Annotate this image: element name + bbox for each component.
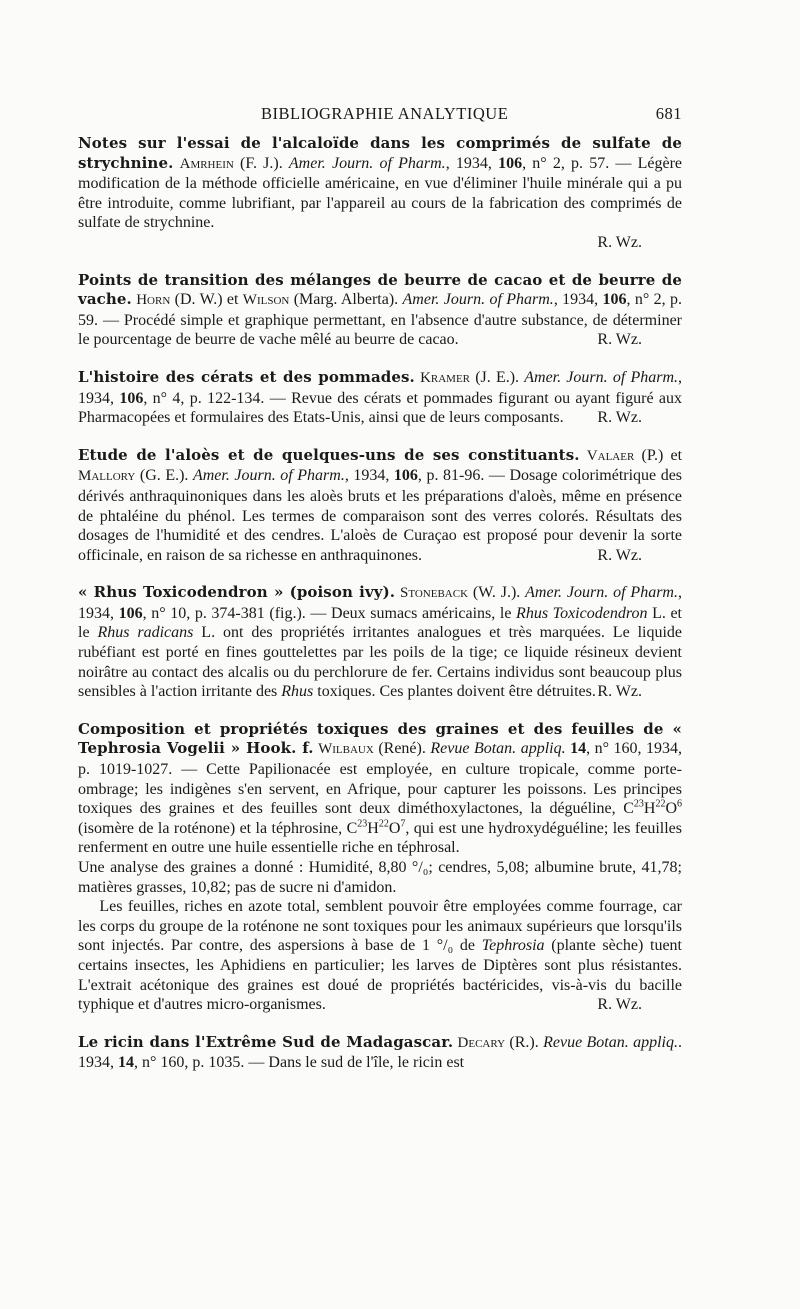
entry-author: Decary bbox=[457, 1034, 506, 1051]
entry-title: Le ricin dans l'Extrême Sud de Madagascar. bbox=[78, 1032, 454, 1051]
species-name: Rhus Toxicodendron bbox=[516, 604, 648, 622]
entry-signature: R. Wz. bbox=[597, 546, 642, 564]
entry-aloes: Etude de l'aloès et de quelques-uns de ses constituants. Valaer (P.) et Mallory (G. E.). Amer. Journ. of Pharm., 1934, 106, p. 81-96. — Dosage colorimétrique des dérivés anthraquinoniques dans les aloès bruts et les préparations d'aloès, même en présence de phtaléine du phénol. Les termes de comparaison sont des verres colorés. Résultats des dosages de l'humidité et des cendres. L'aloès de Curaçao est proposé pour devenir la sorte officinale, en raison de sa richesse en anthraquinones. R. Wz. bbox=[78, 445, 683, 564]
running-header bbox=[78, 104, 682, 126]
header-title: BIBLIOGRAPHIE ANALYTIQUE bbox=[261, 104, 509, 123]
entry-title: Composition et propriétés toxiques des graines et des feuilles de « Tephrosia Vogelii » Hook. f. bbox=[78, 719, 682, 758]
entry-journal: Amer. Journ. of Pharm. bbox=[402, 291, 554, 309]
entry-volume: 106 bbox=[498, 154, 523, 172]
species-name: Rhus radicans bbox=[97, 624, 194, 642]
entry-author: Mallory bbox=[78, 468, 136, 485]
entry-journal: Revue Botan. appliq. bbox=[543, 1033, 678, 1051]
entry-journal: Amer. Journ. of Pharm. bbox=[192, 467, 345, 485]
entry-journal: Amer. Journ. of Pharm. bbox=[524, 368, 679, 386]
entry-signature: R. Wz. bbox=[597, 409, 642, 427]
entry-author: Horn bbox=[136, 292, 171, 309]
entry-paragraph: Une analyse des graines a donné : Humidité, 8,80 °/₀; cendres, 5,08; albumine brute, 41,78; matières grasses, 10,82; pas de sucre ni d'amidon. bbox=[78, 859, 682, 896]
article-body bbox=[78, 134, 682, 1091]
entry-text: Légère modification de la méthode officielle américaine, en vue d'éliminer l'huile minérale qui a pu être introduite, comme lubrifiant, par l'appareil au cours de la fabrication des comprimés de sulfate de strychnine. bbox=[78, 154, 682, 232]
entry-title: « Rhus Toxicodendron » (poison ivy). bbox=[78, 583, 396, 602]
entry-volume: 14 bbox=[118, 1054, 134, 1072]
entry-signature: R. Wz. bbox=[597, 683, 642, 701]
entry-cacao: Points de transition des mélanges de beurre de cacao et de beurre de vache. Horn (D. W.) et Wilson (Marg. Alberta). Amer. Journ. of Pharm., 1934, 106, n° 2, p. 59. — Procédé simple et graphique permettant, en l'absence d'autre substance, de déterminer le pourcentage de beurre de vache mêlé au beurre de cacao. R. Wz. bbox=[78, 270, 682, 349]
entry-journal: Revue Botan. appliq. bbox=[430, 740, 566, 758]
entry-title: L'histoire des cérats et des pommades. bbox=[78, 367, 415, 386]
entry-author: Stoneback bbox=[399, 585, 469, 602]
entry-author: Valaer bbox=[586, 447, 635, 464]
entry-strychnine: Notes sur l'essai de l'alcaloïde dans les comprimés de sulfate de strychnine. Amrhein (F. J.). Amer. Journ. of Pharm., 1934, 106, n° 2, p. 57. — Légère modification de la méthode officielle américaine, en vue d'éliminer l'huile minérale qui a pu être introduite, comme lubrifiant, par l'appareil au cours de la fabrication des comprimés de sulfate de strychnine. R. Wz. bbox=[78, 134, 682, 251]
entry-text: Dans le sud de l'île, le ricin est bbox=[268, 1054, 465, 1072]
entry-volume: 14 bbox=[570, 740, 587, 758]
genus-name: Rhus bbox=[281, 683, 314, 701]
genus-name: Tephrosia bbox=[481, 937, 545, 955]
entry-title: Notes sur l'essai de l'alcaloïde dans les comprimés de sulfate de strychnine. bbox=[78, 134, 682, 172]
entry-author: Wilson bbox=[242, 292, 290, 309]
entry-tephrosia: Composition et propriétés toxiques des graines et des feuilles de « Tephrosia Vogelii » Hook. f. Wilbaux (René). Revue Botan. appliq. 14, n° 160, 1934, p. 1019-1027. — Cette Papilionacée est employée, en culture tropicale, comme porte-ombrage; les indigènes s'en servent, en Afrique, pour capturer les poissons. Les principes toxiques des graines et des feuilles sont deux diméthoxylactones, la déguéline, $C^{23}H^{22}O^6$ (isomère de la roténone) et la téphrosine, $C^{23}H^{22}O^7$, qui est une hydroxydéguéline; les feuilles renferment en outre une huile essentielle riche en téphrosal. Une analyse des graines a donné : Humidité, 8,80 °/₀; cendres, 5,08; albumine brute, 41,78; matières grasses, 10,82; pas de sucre ni d'amidon. Les feuilles, riches en azote total, semblent pouvoir être employées comme fourrage, car les corps du groupe de la roténone ne sont toxiques pour les animaux supérieurs que lorsqu'ils sont injectés. Par contre, des aspersions à base de 1 °/₀ de Tephrosia (plante sèche) tuent certains insectes, les Aphidiens en particulier; les larves de Diptères sont plus résistantes. L'extrait acétonique des graines est doué de propriétés bactéricides, vis-à-vis du bacille typhique et d'autres micro-organismes. R. Wz. bbox=[78, 719, 683, 1014]
entry-journal: Amer. Journ. of Pharm. bbox=[288, 154, 446, 172]
entry-title: Etude de l'aloès et de quelques-uns de ses constituants. bbox=[78, 445, 580, 464]
entry-volume: 106 bbox=[119, 389, 144, 407]
entry-signature: R. Wz. bbox=[597, 996, 642, 1014]
entry-cerats: L'histoire des cérats et des pommades. Kramer (J. E.). Amer. Journ. of Pharm., 1934, 106, n° 4, p. 122-134. — Revue des cérats et pommades figurant ou ayant figuré aux Pharmacopées et formulaires des Etats-Unis, ainsi que de leurs composants. R. Wz. bbox=[78, 367, 683, 427]
entry-title: Points de transition des mélanges de beurre de cacao et de beurre de vache. bbox=[78, 270, 682, 309]
entry-author: Wilbaux bbox=[318, 741, 374, 758]
entry-text: Revue des cérats et pommades figurant ou ayant figuré aux Pharmacopées et formulaires des Etats-Unis, ainsi que de leurs composants. bbox=[78, 389, 683, 427]
entry-rhus: « Rhus Toxicodendron » (poison ivy). Stoneback (W. J.). Amer. Journ. of Pharm., 1934, 106, n° 10, p. 374-381 (fig.). — Deux sumacs américains, le Rhus Toxicodendron L. et le Rhus radicans L. ont des propriétés irritantes analogues et très marquées. Le liquide rubéfiant est porté en fines gouttelettes par les poils de la tige; ce liquide résineux devient noirâtre au contact des alcalis ou du perchlorure de fer. Certains individus sont beaucoup plus sensibles à l'action irritante des Rhus toxiques. Ces plantes doivent être détruites. R. Wz. bbox=[78, 583, 683, 701]
entry-signature: R. Wz. bbox=[597, 331, 642, 349]
entry-signature: R. Wz. bbox=[597, 233, 642, 251]
entry-text: Procédé simple et graphique permettant, en l'absence d'autre substance, de déterminer le pourcentage de beurre de vache mêlé au beurre de cacao. bbox=[78, 311, 682, 349]
entry-volume: 106 bbox=[602, 291, 627, 309]
entry-text: Dosage colorimétrique des dérivés anthraquinoniques dans les aloès bruts et les préparations d'aloès, même en présence de phtaléine du phénol. Les termes de comparaison sont des verres colorés. Résultats des dosages de l'humidité et des cendres. L'aloès de Curaçao est proposé pour devenir la sorte officinale, en raison de sa richesse en anthraquinones. bbox=[78, 467, 683, 564]
entry-volume: 106 bbox=[393, 467, 418, 485]
entry-volume: 106 bbox=[118, 604, 143, 622]
entry-author: Kramer bbox=[420, 369, 471, 386]
page-number: 681 bbox=[655, 104, 682, 123]
entry-ricin: Le ricin dans l'Extrême Sud de Madagascar. Decary (R.). Revue Botan. appliq.. 1934, 14, n° 160, p. 1035. — Dans le sud de l'île, le ricin est bbox=[78, 1032, 682, 1072]
entry-journal: Amer. Journ. of Pharm. bbox=[525, 584, 678, 602]
entry-author: Amrhein bbox=[179, 155, 234, 172]
